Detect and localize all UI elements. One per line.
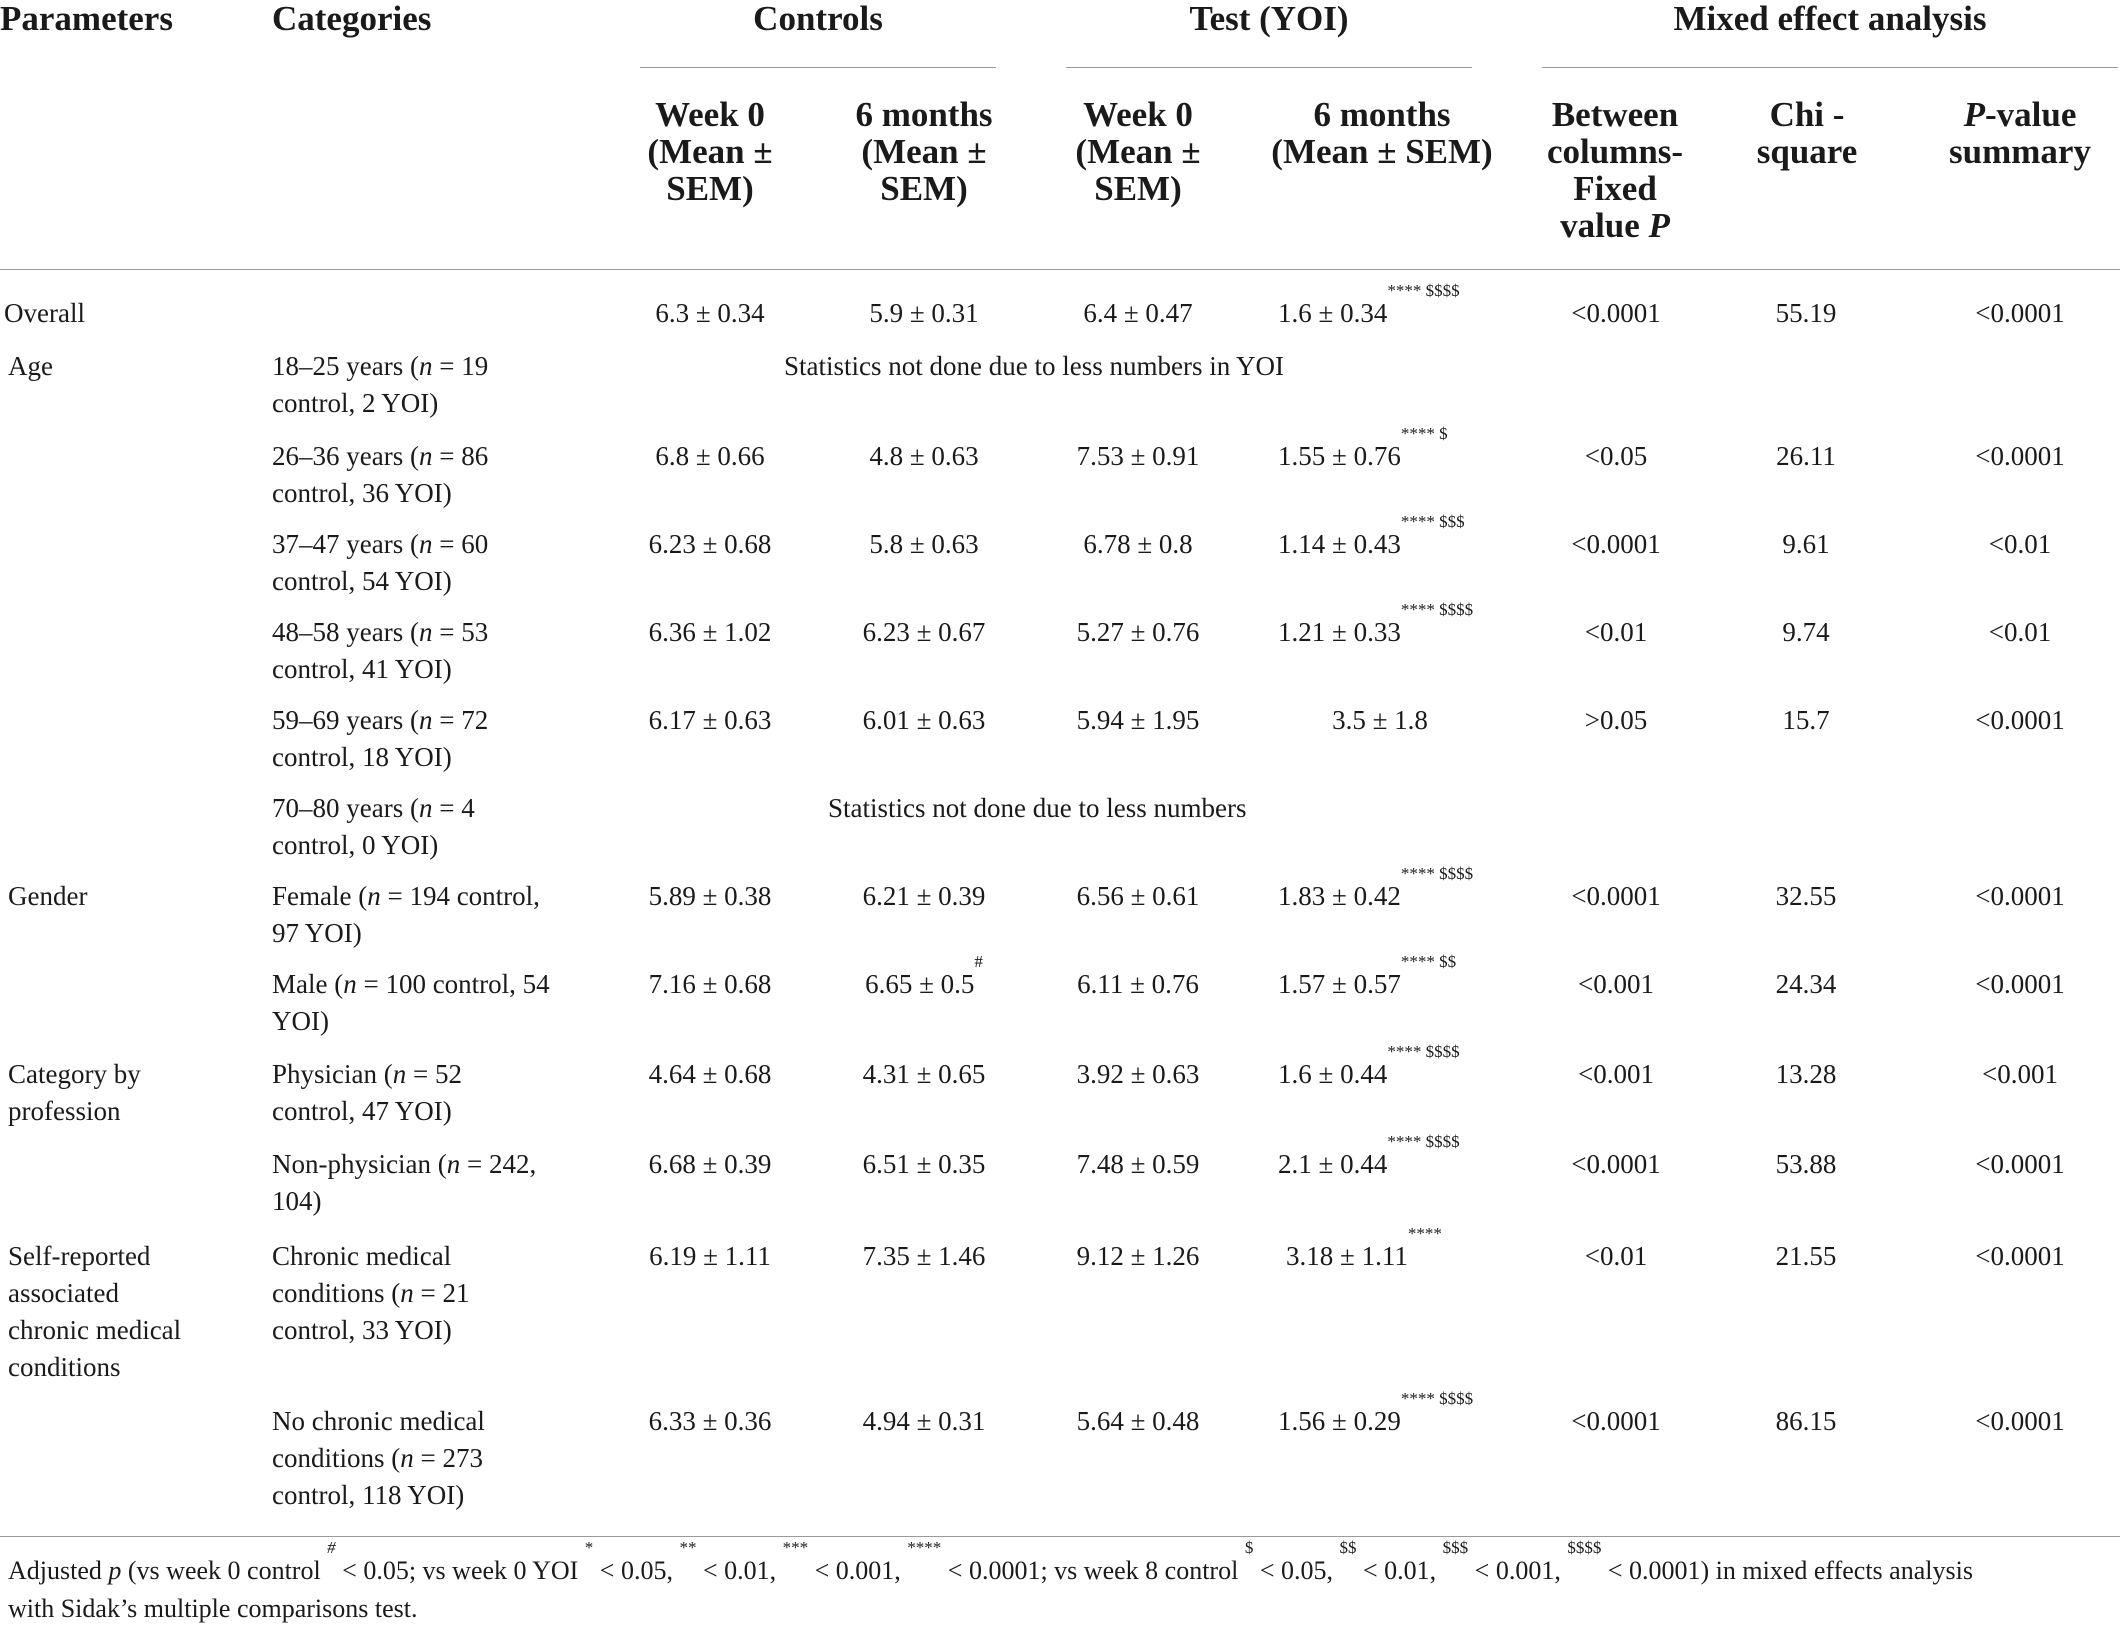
cell-controls-6months: 4.31 ± 0.65 [862,1059,986,1089]
footnote-sup: * [584,1538,594,1557]
cell-controls-week0: 6.68 ± 0.39 [648,1149,772,1179]
cell-test-week0: 5.94 ± 1.95 [1076,705,1200,735]
footnote-text: Adjusted [8,1556,109,1585]
category-age-59-69 [272,702,602,776]
table-bottom-rule [0,1536,2120,1537]
n-symbol: n [400,1278,414,1308]
footnote-text: < 0.0001) in mixed effects analysis [1601,1556,1973,1585]
subheader-line [1930,96,2110,133]
cell-value: 1.14 ± 0.43 [1278,529,1401,559]
subheader-line: SEM) [880,169,968,208]
category-line: control, 47 YOI) [272,1096,452,1126]
n-symbol: n [400,1443,414,1473]
cell-between-p: <0.05 [1584,441,1648,471]
significance-marker: **** [1407,1224,1442,1243]
subheader-line: columns- [1546,132,1684,171]
note-statistics-not-done-yoi: Statistics not done due to less numbers in YOI [784,351,1284,381]
significance-marker: # [974,952,983,971]
note-statistics-not-done: Statistics not done due to less numbers [828,793,1247,823]
footnote-sup: **** [907,1538,942,1557]
subheader-test-week0 [1056,96,1220,207]
section-overall: Overall [4,298,85,328]
category-text: = 19 [432,351,489,381]
category-line: 97 YOI) [272,918,362,948]
section-gender: Gender [8,881,88,911]
header-controls: Controls [753,0,883,38]
cell-test-week0: 9.12 ± 1.26 [1076,1241,1200,1271]
header-categories: Categories [272,0,432,38]
cell-between-p: <0.001 [1578,1059,1654,1089]
cell-controls-6months: 6.01 ± 0.63 [862,705,986,735]
category-line [272,1056,602,1093]
category-line: control, 0 YOI) [272,830,439,860]
subheader-line: SEM) [666,169,754,208]
subheader-italic: P [1648,206,1670,245]
cell-p-summary: <0.0001 [1975,1149,2065,1179]
footnote-text: (vs week 0 control [121,1556,328,1585]
controls-underline [640,67,996,68]
footnote-sup: $$$ [1442,1538,1469,1557]
category-no-chronic-medical [272,1403,602,1514]
n-symbol: n [418,617,433,647]
cell-p-summary: <0.0001 [1975,298,2065,328]
category-line [272,438,602,475]
category-text: Non-physician ( [272,1149,447,1179]
cell-value: 3.18 ± 1.11 [1286,1241,1408,1271]
section-age: Age [8,351,53,381]
category-chronic-medical [272,1238,602,1349]
cell-value: 1.57 ± 0.57 [1278,969,1401,999]
cell-chi-square: 55.19 [1775,298,1837,328]
category-age-70-80 [272,790,602,864]
subheader-line: 6 months [1313,95,1451,134]
subheader-line: Chi - [1769,95,1845,134]
significance-marker: **** $$$$ [1400,1389,1474,1408]
category-line: control, 2 YOI) [272,388,439,418]
test-underline [1066,67,1472,68]
category-text: = 52 [406,1059,462,1089]
significance-marker: **** $$$$ [1387,1132,1460,1151]
n-symbol: n [418,351,433,381]
cell-value: 1.56 ± 0.29 [1278,1406,1401,1436]
section-profession [8,1056,141,1130]
category-line: control, 36 YOI) [272,478,452,508]
cell-chi-square: 9.61 [1782,529,1830,559]
cell-between-p: <0.001 [1578,969,1654,999]
cell-chi-square: 32.55 [1775,881,1837,911]
category-text: 59–69 years ( [272,705,419,735]
category-line: control, 18 YOI) [272,742,452,772]
category-line [272,1275,602,1312]
cell-value: 1.55 ± 0.76 [1278,441,1401,471]
cell-controls-6months: 6.51 ± 0.35 [862,1149,986,1179]
cell-controls-6months: 6.21 ± 0.39 [862,881,986,911]
cell-test-6months: 3.5 ± 1.8 [1332,705,1428,735]
subheader-between-columns [1520,96,1710,244]
significance-marker: **** $$$$ [1400,864,1474,883]
category-line [272,348,602,385]
cell-test-6months [1278,952,1457,1003]
footnote-sup: *** [782,1538,809,1557]
cell-test-6months [1278,1389,1474,1440]
category-text: = 273 [413,1443,483,1473]
cell-between-p: <0.0001 [1571,1406,1661,1436]
cell-controls-week0: 6.17 ± 0.63 [648,705,772,735]
mixed-underline [1542,67,2118,68]
footnote-line: with Sidak’s multiple comparisons test. [8,1594,418,1623]
significance-marker: **** $$$ [1400,512,1465,531]
footnote-text: < 0.05, [1253,1556,1340,1585]
footnote-text: < 0.01, [696,1556,783,1585]
footnote-sup: # [327,1538,336,1557]
cell-chi-square: 15.7 [1782,705,1830,735]
subheader-line: summary [1949,132,2091,171]
category-female [272,878,612,952]
category-line: control, 54 YOI) [272,566,452,596]
cell-value: 1.83 ± 0.42 [1278,881,1401,911]
cell-chi-square: 13.28 [1775,1059,1837,1089]
n-symbol: n [418,529,433,559]
subheader-line: square [1756,132,1858,171]
footnote-sup: $$ [1339,1538,1357,1557]
cell-p-summary: <0.01 [1988,617,2052,647]
category-line [272,966,612,1003]
significance-marker: **** $ [1400,424,1448,443]
section-line: Category by [8,1059,141,1089]
section-line: chronic medical [8,1315,182,1345]
subheader-line: (Mean ± [1075,132,1201,171]
header-bottom-rule [0,269,2120,270]
subheader-line: Between [1551,95,1679,134]
category-text: = 86 [432,441,489,471]
footnote-text: < 0.05; vs week 0 YOI [335,1556,585,1585]
cell-p-summary: <0.0001 [1975,705,2065,735]
cell-controls-week0: 6.19 ± 1.11 [649,1241,771,1271]
subheader-line: (Mean ± SEM) [1271,132,1493,171]
cell-between-p: <0.0001 [1571,529,1661,559]
subheader-line: SEM) [1094,169,1182,208]
cell-between-p: >0.05 [1584,705,1648,735]
category-text: 70–80 years ( [272,793,419,823]
cell-p-summary: <0.0001 [1975,969,2065,999]
category-line [272,790,602,827]
cell-test-6months [1278,864,1474,915]
cell-test-week0: 6.4 ± 0.47 [1083,298,1193,328]
cell-controls-week0: 6.23 ± 0.68 [648,529,772,559]
category-line [272,878,612,915]
subheader-text: value [1560,206,1649,245]
header-parameters: Parameters [0,0,173,38]
n-symbol: n [418,441,433,471]
cell-value: 2.1 ± 0.44 [1278,1149,1388,1179]
category-text: Physician ( [272,1059,393,1089]
category-male [272,966,612,1040]
cell-chi-square: 9.74 [1782,617,1830,647]
significance-marker: **** $$$$ [1387,1042,1460,1061]
subheader-line: Fixed [1573,169,1657,208]
subheader-test-6months [1260,96,1504,170]
cell-test-6months [1278,281,1460,332]
cell-test-week0: 6.56 ± 0.61 [1076,881,1200,911]
category-text: = 4 [432,793,475,823]
cell-test-week0: 6.11 ± 0.76 [1077,969,1199,999]
cell-controls-6months: 4.8 ± 0.63 [869,441,979,471]
cell-controls-6months [826,952,1022,1003]
footnote [8,1538,1973,1628]
category-age-48-58 [272,614,602,688]
category-age-18-25 [272,348,602,422]
category-text: 37–47 years ( [272,529,419,559]
cell-test-week0: 5.27 ± 0.76 [1076,617,1200,647]
cell-test-week0: 5.64 ± 0.48 [1076,1406,1200,1436]
category-text: = 72 [432,705,489,735]
section-chronic-conditions [8,1238,181,1386]
category-text: = 100 control, 54 [356,969,550,999]
subheader-chi-square [1722,96,1892,170]
section-line: profession [8,1096,121,1126]
subheader-controls-week0 [628,96,792,207]
cell-controls-week0: 6.8 ± 0.66 [655,441,765,471]
category-line: 104) [272,1186,322,1216]
category-text: = 194 control, [380,881,540,911]
subheader-italic: P [1963,95,1985,134]
cell-controls-week0: 6.33 ± 0.36 [648,1406,772,1436]
footnote-sup: ** [679,1538,697,1557]
category-line: YOI) [272,1006,329,1036]
cell-test-week0: 3.92 ± 0.63 [1076,1059,1200,1089]
category-line [272,702,602,739]
cell-controls-6months: 7.35 ± 1.46 [862,1241,986,1271]
category-line [272,1146,612,1183]
n-symbol: n [392,1059,407,1089]
cell-chi-square: 24.34 [1775,969,1837,999]
cell-chi-square: 21.55 [1775,1241,1837,1271]
cell-test-6months [1278,512,1465,563]
category-text: conditions ( [272,1443,401,1473]
cell-chi-square: 26.11 [1776,441,1836,471]
category-line: control, 33 YOI) [272,1315,452,1345]
cell-controls-week0: 6.3 ± 0.34 [655,298,765,328]
category-text: Female ( [272,881,368,911]
category-physician [272,1056,602,1130]
category-line [272,1440,602,1477]
category-text: 48–58 years ( [272,617,419,647]
category-text: = 60 [432,529,489,559]
subheader-pvalue-summary [1930,96,2110,170]
category-text: conditions ( [272,1278,401,1308]
cell-p-summary: <0.0001 [1975,1241,2065,1271]
subheader-text: -value [1985,95,2077,134]
subheader-controls-6months [832,96,1016,207]
significance-marker: **** $$ [1400,952,1457,971]
cell-between-p: <0.01 [1584,1241,1648,1271]
cell-p-summary: <0.0001 [1975,1406,2065,1436]
footnote-text: < 0.05, [593,1556,680,1585]
category-line: control, 118 YOI) [272,1480,465,1510]
subheader-line: (Mean ± [861,132,987,171]
cell-test-week0: 6.78 ± 0.8 [1083,529,1193,559]
header-test-yoi: Test (YOI) [1189,0,1349,38]
category-age-37-47 [272,526,602,600]
category-text: Male ( [272,969,344,999]
category-line [272,614,602,651]
cell-controls-6months: 4.94 ± 0.31 [862,1406,986,1436]
subheader-line: 6 months [855,95,993,134]
subheader-line: Week 0 [1083,95,1193,134]
cell-value: 6.65 ± 0.5 [865,969,975,999]
cell-chi-square: 86.15 [1775,1406,1837,1436]
subheader-line [1520,207,1710,244]
footnote-sup: $$$$ [1567,1538,1602,1557]
cell-p-summary: <0.0001 [1975,441,2065,471]
cell-chi-square: 53.88 [1775,1149,1837,1179]
n-symbol: n [446,1149,461,1179]
cell-p-summary: <0.0001 [1975,881,2065,911]
cell-test-6months [1278,424,1448,475]
n-symbol: n [343,969,357,999]
cell-value: 1.21 ± 0.33 [1278,617,1401,647]
cell-test-6months [1286,1224,1442,1275]
cell-between-p: <0.0001 [1571,298,1661,328]
cell-value: 1.6 ± 0.34 [1278,298,1388,328]
category-text: 18–25 years ( [272,351,419,381]
header-mixed-effect: Mixed effect analysis [1673,0,1987,38]
cell-value: 1.6 ± 0.44 [1278,1059,1388,1089]
category-text: = 21 [413,1278,470,1308]
cell-controls-week0: 6.36 ± 1.02 [648,617,772,647]
category-line: No chronic medical [272,1406,485,1436]
section-line: conditions [8,1352,121,1382]
category-non-physician [272,1146,612,1220]
cell-p-summary: <0.01 [1988,529,2052,559]
cell-controls-week0: 5.89 ± 0.38 [648,881,772,911]
footnote-line [8,1538,1973,1590]
category-line: control, 41 YOI) [272,654,452,684]
section-line: Self-reported [8,1241,151,1271]
category-text: = 242, [460,1149,537,1179]
footnote-italic: p [108,1556,122,1585]
cell-controls-week0: 7.16 ± 0.68 [648,969,772,999]
section-line: associated [8,1278,119,1308]
footnote-text: < 0.001, [1468,1556,1568,1585]
category-age-26-36 [272,438,602,512]
cell-between-p: <0.0001 [1571,881,1661,911]
cell-p-summary: <0.001 [1982,1059,2058,1089]
n-symbol: n [418,705,433,735]
n-symbol: n [418,793,433,823]
cell-controls-6months: 6.23 ± 0.67 [862,617,986,647]
footnote-text: < 0.0001; vs week 8 control [941,1556,1245,1585]
cell-between-p: <0.01 [1584,617,1648,647]
subheader-line: (Mean ± [647,132,773,171]
n-symbol: n [367,881,381,911]
footnote-text: < 0.01, [1356,1556,1443,1585]
cell-test-6months [1278,600,1474,651]
category-text: = 53 [432,617,489,647]
category-text: 26–36 years ( [272,441,419,471]
cell-between-p: <0.0001 [1571,1149,1661,1179]
significance-marker: **** $$$$ [1387,281,1460,300]
category-line [272,526,602,563]
cell-test-week0: 7.48 ± 0.59 [1076,1149,1200,1179]
cell-controls-6months: 5.9 ± 0.31 [869,298,979,328]
cell-test-week0: 7.53 ± 0.91 [1076,441,1200,471]
significance-marker: **** $$$$ [1400,600,1474,619]
cell-controls-week0: 4.64 ± 0.68 [648,1059,772,1089]
cell-controls-6months: 5.8 ± 0.63 [869,529,979,559]
subheader-line: Week 0 [655,95,765,134]
footnote-sup: $ [1244,1538,1254,1557]
cell-test-6months [1278,1042,1460,1093]
category-line: Chronic medical [272,1241,452,1271]
cell-test-6months [1278,1132,1460,1183]
footnote-text: < 0.001, [808,1556,908,1585]
